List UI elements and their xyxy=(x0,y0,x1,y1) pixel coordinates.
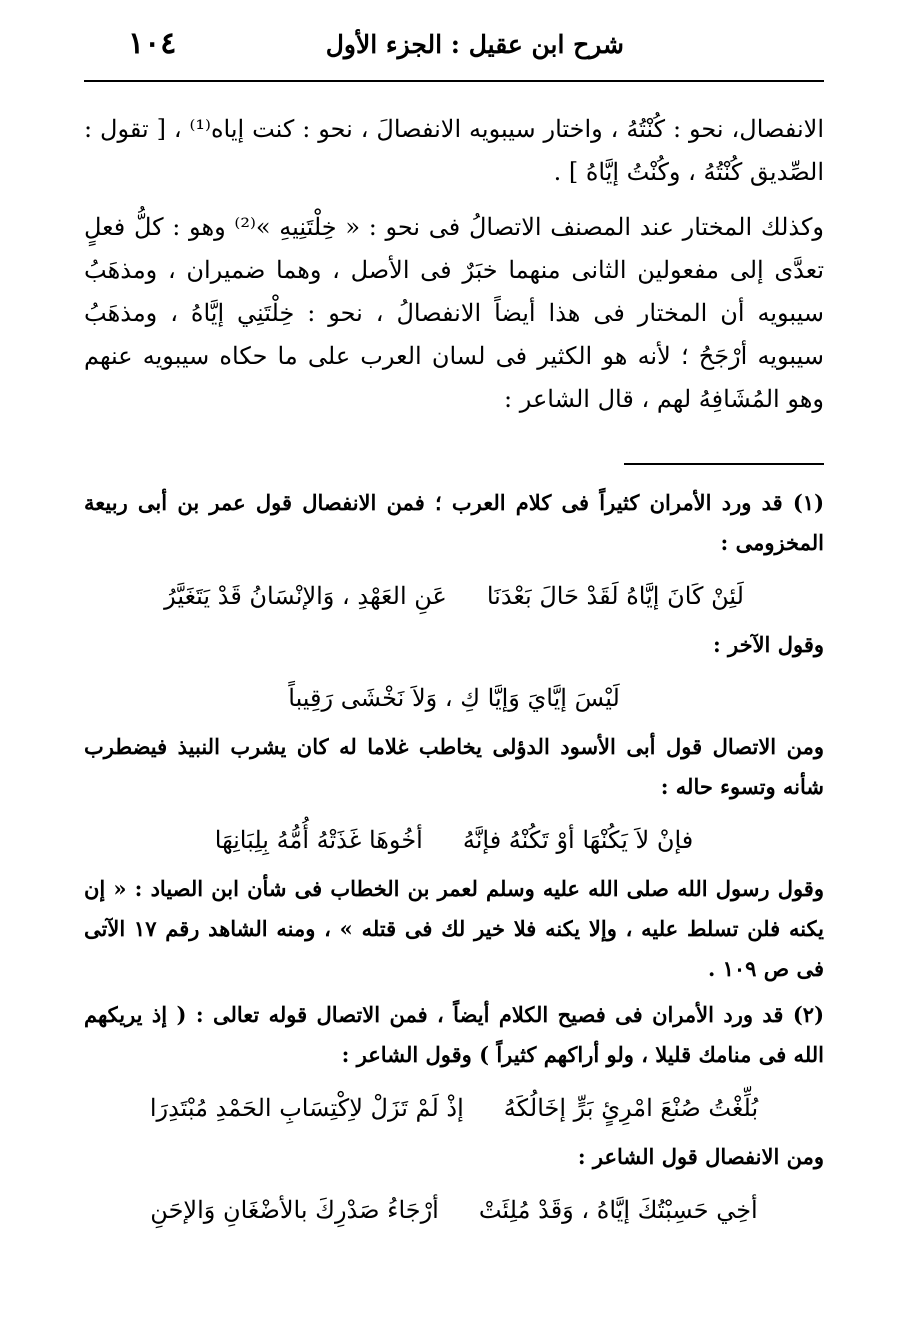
book-page xyxy=(84,20,824,1325)
verse-4-first-hemistich: بُلِّغْتُ صُنْعَ امْرِئٍ بَرٍّ إخَالُكَهُ xyxy=(503,1094,759,1122)
paragraph-1: الانفصال، نحو : كُنْتُهُ ، واختار سيبويه الانفصالَ ، نحو : كنت إياه⁽¹⁾ ، [ تقول : الصِّديق كُنْتُهُ ، وكُنْتُ إيَّاهُ ] . xyxy=(84,115,824,186)
footnote-1-hadith: وقول رسول الله صلى الله عليه وسلم لعمر بن الخطاب فى شأن ابن الصياد : « إن يكنه فلن تسلط عليه ، وإلا يكنه فلا خير لك فى قتله » ، ومنه الشاهد رقم ١٧ الآتى فى ص ١٠٩ . xyxy=(84,876,824,981)
footnote-separator xyxy=(624,463,824,465)
footnote-1-intro: (١) قد ورد الأمران كثيراً فى كلام العرب ؛ فمن الانفصال قول عمر بن أبى ربيعة المخزومى : xyxy=(84,490,824,555)
verse-1-first-hemistich: لَئِنْ كَانَ إيَّاهُ لَقَدْ حَالَ بَعْدَنَا xyxy=(486,582,744,610)
verse-1 xyxy=(84,573,824,619)
verse-5-second-hemistich: أرْجَاءُ صَدْرِكَ بالأضْغَانِ وَالإحَنِ xyxy=(150,1196,439,1224)
footnote-1-other: وقول الآخر : xyxy=(712,632,824,657)
verse-4-second-hemistich: إذْ لَمْ تَزَلْ لاِكْتِسَابِ الحَمْدِ مُبْتَدِرَا xyxy=(149,1094,464,1122)
main-text xyxy=(84,108,824,421)
verse-3 xyxy=(84,817,824,863)
paragraph-2: وكذلك المختار عند المصنف الاتصالُ فى نحو : « خِلْتَنِيهِ »⁽²⁾ وهو : كلُّ فعلٍ تعدَّى إلى مفعولين الثانى منهما خبَرٌ فى الأصل ، وهما ضميران ، ومذهَبُ سيبويه أن المختار فى هذا أيضاً الانفصالُ ، نحو : خِلْتَنِي إيَّاهُ ، ومذهَبُ سيبويه أرْجَحُ ؛ لأنه هو الكثير فى لسان العرب على ما حكاه سيبويه عنهم وهو المُشَافِهُ لهم ، قال الشاعر : xyxy=(84,213,825,413)
verse-5 xyxy=(84,1187,824,1233)
verse-2-text: لَيْسَ إيَّايَ وَإيَّا كِ ، وَلاَ نَخْشَى رَقِيباً xyxy=(288,684,620,712)
footnote-2-infisal: ومن الانفصال قول الشاعر : xyxy=(577,1144,824,1169)
verse-4 xyxy=(84,1085,824,1131)
verse-3-first-hemistich: فإنْ لاَ يَكُنْهَا أوْ تَكُنْهُ فإنَّهُ xyxy=(462,826,694,854)
verse-3-second-hemistich: أخُوهَا غَذَتْهُ أُمُّهُ بِلِبَانِهَا xyxy=(214,826,423,854)
page-header xyxy=(84,20,824,82)
footnote-2-intro: (٢) قد ورد الأمران فى فصيح الكلام أيضاً ، فمن الاتصال قوله تعالى : ( إذ يريكهم الله فى منامك قليلا ، ولو أراكهم كثيراً ) وقول الشاعر : xyxy=(84,1002,824,1067)
footnotes xyxy=(84,483,824,1233)
running-title: شرح ابن عقيل : الجزء الأول xyxy=(325,30,624,59)
footnote-1-ittisal: ومن الاتصال قول أبى الأسود الدؤلى يخاطب غلاما له كان يشرب النبيذ فيضطرب شأنه وتسوء حاله : xyxy=(84,734,824,799)
verse-2 xyxy=(84,675,824,721)
verse-5-first-hemistich: أخِي حَسِبْتُكَ إيَّاهُ ، وَقَدْ مُلِئَتْ xyxy=(478,1196,758,1224)
verse-1-second-hemistich: عَنِ العَهْدِ ، وَالإنْسَانُ قَدْ يَتَغَيَّرُ xyxy=(164,582,447,610)
page-number: ١٠٤ xyxy=(128,26,177,61)
